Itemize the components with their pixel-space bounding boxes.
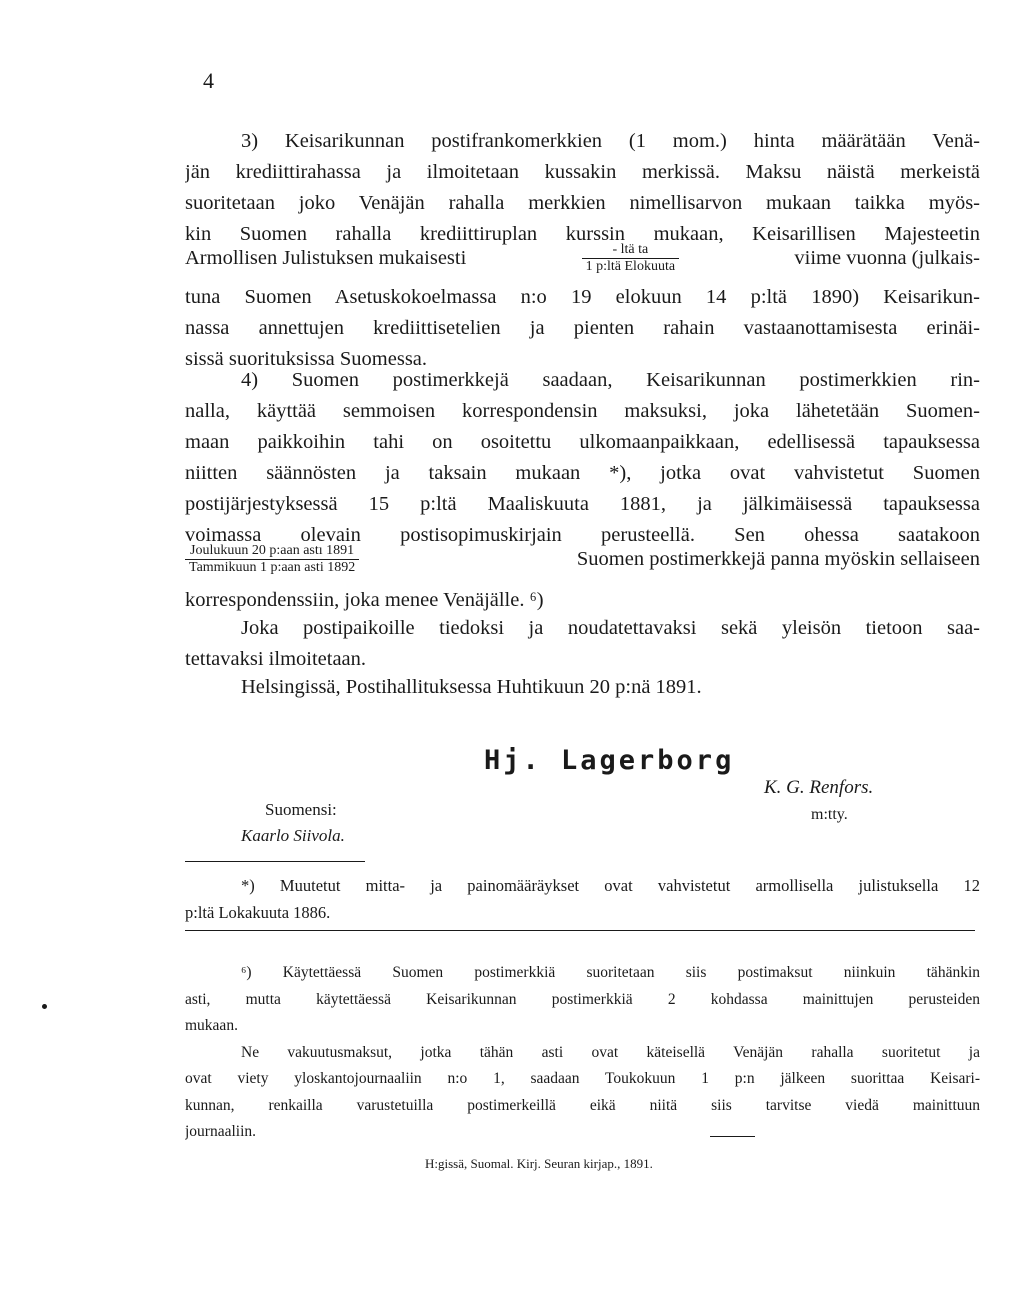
text-line: tuna Suomen Asetuskokoelmassa n:o 19 elokuun 14 p:ltä 1890) Keisarikun- <box>185 286 980 308</box>
text-line: jän krediittirahassa ja ilmoitetaan kussakin merkissä. Maksu näistä merkeistä <box>185 161 980 183</box>
text-line: nalla, käyttää semmoisen korrespondensin maksuksi, joka lähetetään Suomen- <box>185 400 980 422</box>
text-line: nassa annettujen krediittisetelien ja pienten rahain vastaanottamisesta erinäi- <box>185 317 980 339</box>
margin-dot <box>42 1004 47 1009</box>
text-line: journaaliin. <box>185 1123 257 1140</box>
text-line: voimassa olevain postisopimuskirjain perusteellä. Sen ohessa saatakoon <box>185 524 980 546</box>
text-line: kin Suomen rahalla krediittiruplan kurssin mukaan, Keisarillisen Majesteetin <box>185 223 980 245</box>
footnote-divider <box>185 861 365 862</box>
text-line: 3) Keisarikunnan postifrankomerkkien (1 mom.) hinta määrätään Venä- <box>241 130 980 152</box>
footnote-rule <box>185 930 975 931</box>
text-line: sissä suorituksissa Suomessa. <box>185 348 428 370</box>
text-fragment: viime vuonna (julkais- <box>794 247 980 269</box>
date-fraction <box>582 242 679 275</box>
text-line: Helsingissä, Postihallituksessa Huhtikuun 20 p:nä 1891. <box>241 676 702 698</box>
text-line: maan paikkoihin tahi on osoitettu ulkomaanpaikkaan, edellisessä tapauksessa <box>185 431 980 453</box>
fraction-line <box>185 543 980 576</box>
short-rule <box>710 1136 755 1137</box>
date-fraction <box>185 543 359 576</box>
text-fragment: Armollisen Julistuksen mukaisesti <box>185 247 467 269</box>
text-line: 4) Suomen postimerkkejä saadaan, Keisarikunnan postimerkkien rin- <box>241 369 980 391</box>
text-line: niitten säännösten ja taksain mukaan *), jotka ovat vahvistetut Suomen <box>185 462 980 484</box>
fraction-denominator: Tammikuun 1 p:aan asti 1892 <box>189 560 356 575</box>
fraction-numerator: Joulukuun 20 p:aan astı 1891 <box>185 543 359 560</box>
signature-name: Hj. Lagerborg <box>484 745 735 776</box>
paragraph-3-cont <box>185 282 980 375</box>
fraction-numerator: - ltä ta <box>582 242 679 259</box>
text-line: tettavaksi ilmoitetaan. <box>185 648 367 670</box>
place-date <box>185 672 980 703</box>
paragraph-4-cont <box>185 585 980 616</box>
translator-name: Kaarlo Siivola. <box>241 826 345 845</box>
printer-imprint: H:gissä, Suomal. Kirj. Seuran kirjap., 1891. <box>425 1156 653 1171</box>
text-line: korrespondenssiin, joka menee Venäjälle. ⁶) <box>185 589 544 611</box>
text-line: kunnan, renkailla varustetuilla postimerkeillä eikä niitä siis tarvitse viedä mainittuun <box>185 1096 980 1114</box>
footnote-star <box>185 872 980 926</box>
fraction-denominator: 1 p:ltä Elokuuta <box>585 259 676 274</box>
text-line: Ne vakuutusmaksut, jotka tähän asti ovat käteisellä Venäjän rahalla suoritetut ja <box>241 1043 980 1061</box>
paragraph-3 <box>185 126 980 250</box>
text-line: *) Muutetut mitta- ja painomääräykset ovat vahvistetut armollisella julistuksella 12 <box>241 876 980 895</box>
text-line: asti, mutta käytettäessä Keisarikunnan postimerkkiä 2 kohdassa mainittujen perusteiden <box>185 990 980 1008</box>
page-number: 4 <box>203 68 214 93</box>
text-line: mukaan. <box>185 1017 238 1034</box>
text-line: suoritetaan joko Venäjän rahalla merkkien nimellisarvon mukaan taikka myös- <box>185 192 980 214</box>
signature-title: m:tty. <box>811 806 848 823</box>
signature-second: K. G. Renfors. <box>764 777 874 798</box>
fraction-line <box>185 242 980 275</box>
text-line: p:ltä Lokakuuta 1886. <box>185 903 331 922</box>
text-line: postijärjestyksessä 15 p:ltä Maaliskuuta 1881, ja jälkimäisessä tapauksessa <box>185 493 980 515</box>
text-line: ⁶) Käytettäessä Suomen postimerkkiä suoritetaan siis postimaksut niinkuin tähänkin <box>241 964 980 981</box>
text-fragment: Suomen postimerkkejä panna myöskin sellaiseen <box>576 548 980 570</box>
paragraph-5 <box>185 613 980 675</box>
text-line: Joka postipaikoille tiedoksi ja noudatettavaksi sekä yleisön tietoon saa- <box>241 617 980 639</box>
translator-label: Suomensi: <box>265 800 337 819</box>
text-line: ovat viety yloskantojournaaliin n:o 1, saadaan Toukokuun 1 p:n jälkeen suorittaa Keisari- <box>185 1070 980 1087</box>
paragraph-4 <box>185 365 980 551</box>
footnote-six <box>185 960 980 1146</box>
